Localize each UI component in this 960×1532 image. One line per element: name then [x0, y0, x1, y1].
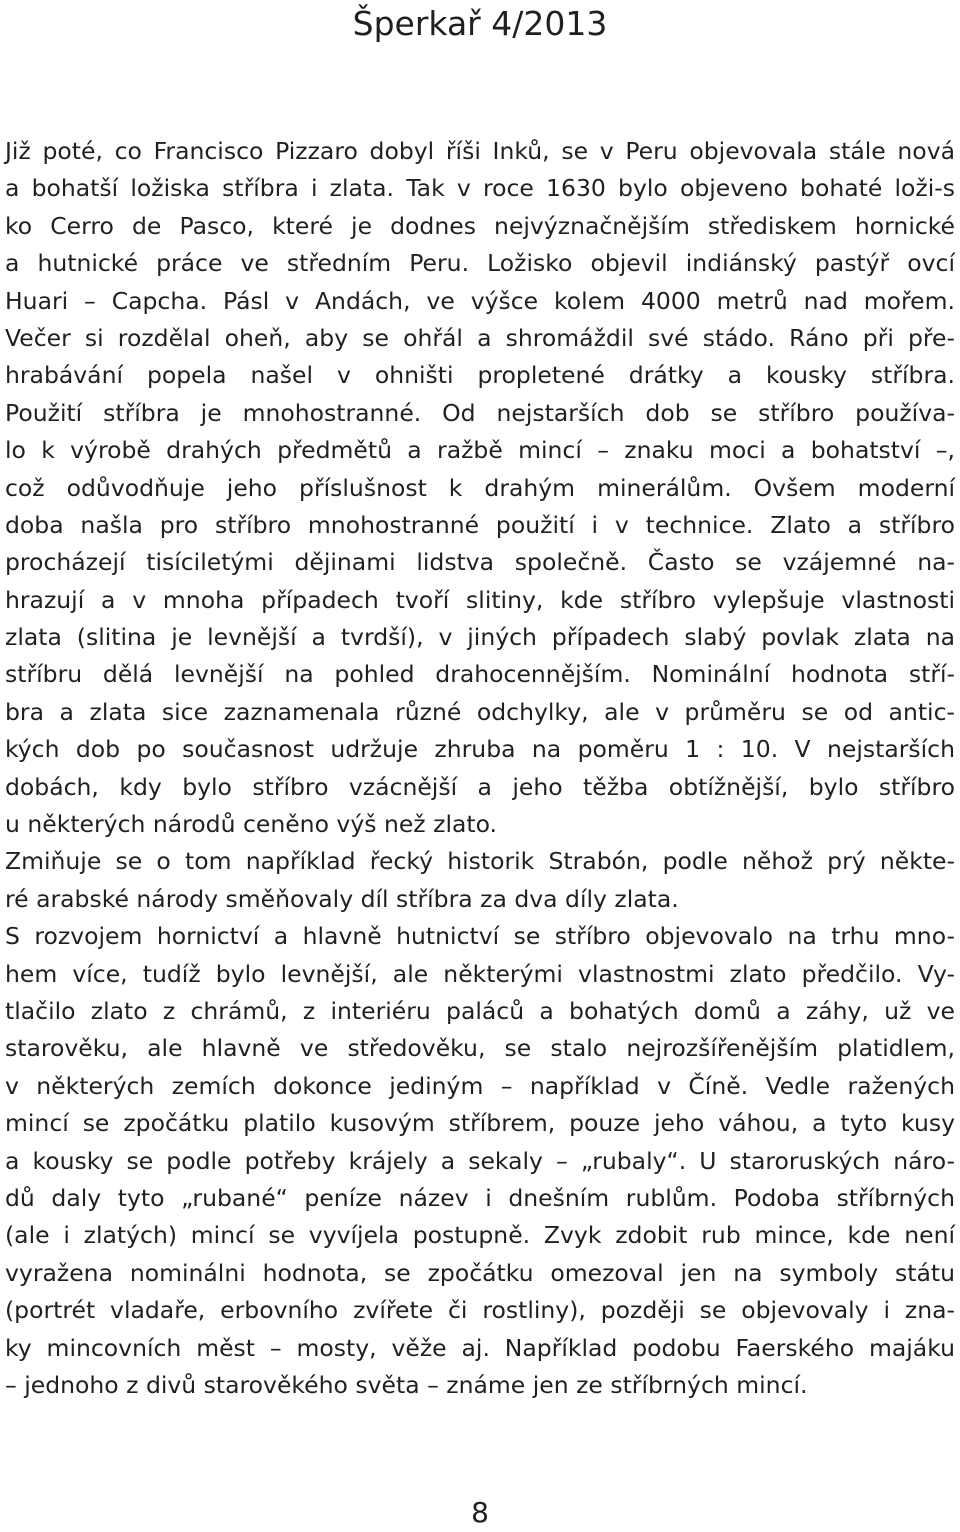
text-line: vyražena nominálni hodnota, se zpočátku omezoval jen na symboly státu: [5, 1258, 955, 1287]
text-line: procházejí tisíciletými dějinami lidstva společně. Často se vzájemné na-: [5, 548, 955, 577]
text-line: a kousky se podle potřeby krájely a sekaly – „rubaly“. U staroruských náro-: [5, 1146, 955, 1175]
text-line: kých dob po současnost udržuje zhruba na poměru 1 : 10. V nejstarších: [5, 735, 955, 764]
text-line: lo k výrobě drahých předmětů a ražbě mincí – znaku moci a bohatství –,: [5, 436, 955, 465]
text-line: zlata (slitina je levnější a tvrdší), v jiných případech slabý povlak zlata na: [5, 623, 955, 652]
text-line: – jednoho z divů starověkého světa – známe jen ze stříbrných mincí.: [5, 1370, 808, 1399]
text-line: stříbru dělá levnější na pohled drahocennějším. Nominální hodnota stří-: [5, 660, 955, 689]
text-line: bra a zlata sice zaznamenala různé odchylky, ale v průměru se od antic-: [5, 697, 955, 726]
text-line: a bohatší ložiska stříbra i zlata. Tak v roce 1630 bylo objeveno bohaté loži-s: [5, 174, 955, 203]
text-line: ré arabské národy směňovaly díl stříbra za dva díly zlata.: [5, 884, 679, 913]
article-body: [5, 133, 955, 1404]
text-line: což odůvodňuje jeho příslušnost k drahým minerálům. Ovšem moderní: [5, 473, 955, 502]
text-line: hrazují a v mnoha případech tvoří slitiny, kde stříbro vylepšuje vlastnosti: [5, 585, 955, 614]
text-line: dů daly tyto „rubané“ peníze název i dnešním rublům. Podoba stříbrných: [5, 1183, 955, 1212]
text-line: dobách, kdy bylo stříbro vzácnější a jeho těžba obtížnější, bylo stříbro: [5, 772, 955, 801]
text-line: ky mincovních měst – mosty, věže aj. Například podobu Faerského majáku: [5, 1333, 955, 1362]
text-line: hrabávání popela našel v ohništi propletené drátky a kousky stříbra.: [5, 361, 955, 390]
text-line: S rozvojem hornictví a hlavně hutnictví se stříbro objevovalo na trhu mno-: [5, 922, 955, 951]
text-line: Večer si rozdělal oheň, aby se ohřál a shromáždil své stádo. Ráno při pře-: [5, 323, 955, 352]
text-line: hem více, tudíž bylo levnější, ale některými vlastnostmi zlato předčilo. Vy-: [5, 959, 955, 988]
text-line: ko Cerro de Pasco, které je dodnes nejvýznačnějším střediskem hornické: [5, 211, 955, 240]
text-line: Huari – Capcha. Pásl v Andách, ve výšce kolem 4000 metrů nad mořem.: [5, 286, 955, 315]
text-line: Zmiňuje se o tom například řecký historik Strabón, podle něhož prý někte-: [5, 847, 955, 876]
text-line: (ale i zlatých) mincí se vyvíjela postupně. Zvyk zdobit rub mince, kde není: [5, 1221, 955, 1250]
running-header: Šperkař 4/2013: [352, 4, 608, 43]
text-line: tlačilo zlato z chrámů, z interiéru paláců a bohatých domů a záhy, už ve: [5, 996, 955, 1025]
text-line: (portrét vladaře, erbovního zvířete či rostliny), později se objevovaly i zna-: [5, 1296, 955, 1325]
text-line: doba našla pro stříbro mnohostranné použití i v technice. Zlato a stříbro: [5, 510, 955, 539]
text-line: v některých zemích dokonce jediným – například v Číně. Vedle ražených: [5, 1071, 955, 1100]
page-number: 8: [471, 1496, 489, 1529]
text-line: a hutnické práce ve středním Peru. Ložisko objevil indiánský pastýř ovcí: [5, 249, 955, 278]
text-line: Použití stříbra je mnohostranné. Od nejstarších dob se stříbro používa-: [5, 398, 955, 427]
text-line: starověku, ale hlavně ve středověku, se stalo nejrozšířenějším platidlem,: [5, 1034, 955, 1063]
text-line: mincí se zpočátku platilo kusovým stříbrem, pouze jeho váhou, a tyto kusy: [5, 1109, 955, 1138]
text-line: u některých národů ceněno výš než zlato.: [5, 810, 498, 839]
text-line: Již poté, co Francisco Pizzaro dobyl říši Inků, se v Peru objevovala stále nová: [5, 137, 955, 165]
